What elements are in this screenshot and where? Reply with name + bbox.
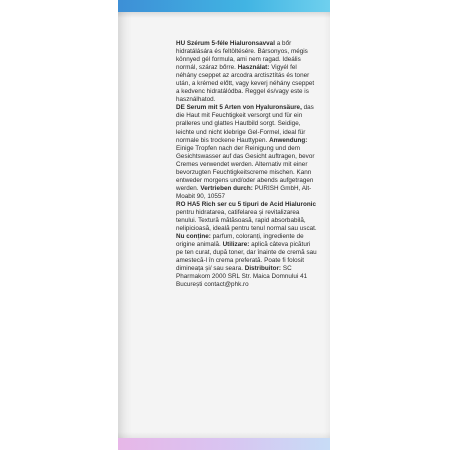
ro-free-from-label: Nu conține:: [176, 233, 211, 241]
hu-usage-label: Használat:: [237, 64, 270, 72]
top-color-band: [118, 0, 330, 12]
ro-free-from-text: parfum, coloranți, ingrediente de origine animală.: [176, 233, 304, 249]
language-code-ro: RO: [176, 200, 186, 208]
bottom-color-band: [118, 438, 330, 450]
hu-usage-text: Vigyél fel néhány cseppet az arcodra arctisztítás és toner után, a krémed előtt, vagy keverj néhány cseppet a kedvenc hidratálódba. Reggel és/vagy este is használhatod.: [176, 64, 315, 104]
ro-distributor-label: Distribuitor:: [244, 265, 282, 273]
left-fold-shadow: [118, 12, 132, 438]
ro-usage-text: aplică câteva picături pe ten curat, după toner, dar înainte de cremă sau amestecă-l în crema preferată. Poate fi folosit dimineața și/ sau seara.: [176, 241, 317, 273]
label-text: [176, 40, 318, 289]
ro-usage-label: Utilizare:: [222, 241, 250, 249]
de-distributor-label: Vertrieben durch:: [200, 184, 253, 192]
language-code-hu: HU: [176, 40, 186, 47]
hu-intro: a bőr hidratálására és feltöltésére. Bársonyos, mégis könnyed gél formula, ami nem ragad. Ideális normál, száraz bőrre.: [176, 40, 308, 72]
de-usage-text: Einige Tropfen nach der Reinigung und dem Gesichtswasser auf das Gesicht auftragen, bevor Cremes verwendet werden. Alternativ mit einer bevorzugten Feuchtigkeitscreme mischen. Kann entweder morgens und/oder abends aufgetragen werden.: [176, 144, 315, 192]
de-distributor-text: PURISH GmbH, Alt-Moabit 90, 10557: [176, 184, 312, 200]
ro-distributor-text: SC Pharmakom 2000 SRL Str. Maica Domnului 41 București contact@phk.ro: [176, 265, 308, 289]
top-fold-shadow: [118, 12, 330, 18]
language-code-de: DE: [176, 104, 185, 112]
hungarian-section: [176, 40, 318, 104]
ro-intro: pentru hidratarea, catifelarea și revitalizarea tenului. Textură mătăsoasă, rapid absorbabilă, nelipicioasă, ideală pentru tenul normal sau uscat.: [176, 208, 317, 233]
hu-heading: Szérum 5-féle Hialuronsavval: [186, 40, 275, 47]
german-section: [176, 104, 318, 201]
de-intro: das die Haut mit Feuchtigkeit versorgt und für ein pralleres und glattes Hautbild sorgt. Seidige, leichte und nicht klebrige Gel-Formel, ideal für normale bis trockene Hauttypen.: [176, 104, 314, 144]
romanian-section: [176, 201, 318, 290]
de-usage-label: Anwendung:: [269, 136, 308, 144]
ro-heading: HA5 Rich ser cu 5 tipuri de Acid Hialuronic: [187, 200, 316, 208]
de-heading: Serum mit 5 Arten von Hyaluronsäure,: [186, 104, 302, 112]
